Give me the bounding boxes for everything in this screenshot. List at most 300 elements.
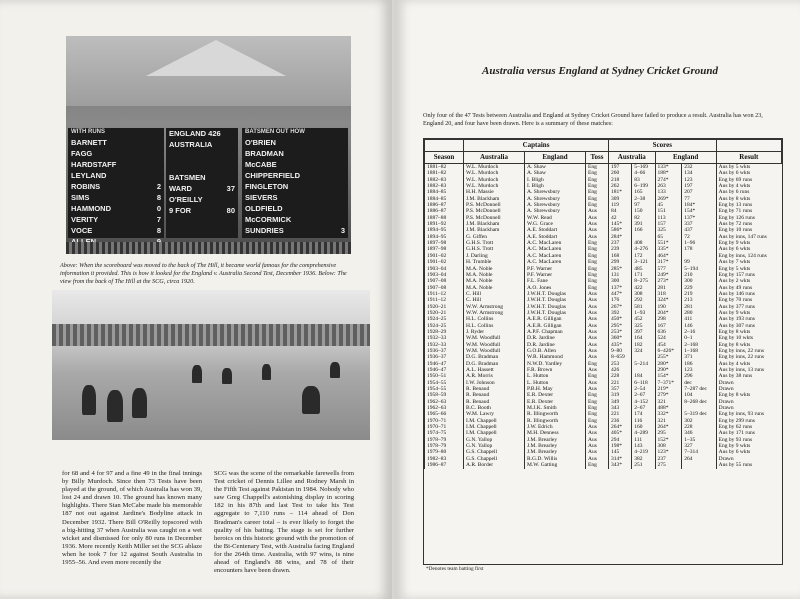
england-captain-cell: N.W.D. Yardley xyxy=(525,361,586,367)
season-cell: 1982–83 xyxy=(425,456,464,462)
scoreboard-batsmen-label xyxy=(166,172,238,183)
england-captain-cell: A.C. MacLaren xyxy=(525,246,586,252)
result-cell: Aus by 38 runs xyxy=(716,373,781,379)
australia-captain-cell: H. Trumble xyxy=(464,259,525,265)
result-cell: Eng by 299 runs xyxy=(716,418,781,424)
scoreboard-right-name: SIEVERS xyxy=(245,193,278,202)
season-cell: 1901–02 xyxy=(425,259,464,265)
scores-header: Scores xyxy=(609,140,717,152)
eng-score-1-cell: 190 xyxy=(655,304,682,310)
scoreboard-middle-panel xyxy=(166,128,238,238)
toss-cell: Aus xyxy=(586,437,609,443)
eng-score-2-cell: 280 xyxy=(682,310,716,316)
aus-score-2-cell: 3–121 xyxy=(632,259,655,265)
scoreboard-right-row xyxy=(242,170,348,181)
england-captain-cell: W.G. Grace xyxy=(525,221,586,227)
season-cell: 1932–33 xyxy=(425,335,464,341)
toss-cell: Eng xyxy=(586,361,609,367)
eng-score-1-cell: 263 xyxy=(655,183,682,189)
aus-score-1-cell: 176 xyxy=(609,297,632,303)
eng-score-1-cell: 321 xyxy=(655,399,682,405)
scoreboard-left-row xyxy=(68,225,164,236)
eng-score-2-cell: 123 xyxy=(682,367,716,373)
aus-score-1-cell: 198* xyxy=(609,443,632,449)
result-cell: Aus by 4 wkts xyxy=(716,361,781,367)
england-captain-cell: J.W.H.T. Douglas xyxy=(525,304,586,310)
aus-score-2-cell: 174 xyxy=(632,411,655,417)
toss-cell: Aus xyxy=(586,234,609,240)
australia-captain-cell: G.N. Yallop xyxy=(464,437,525,443)
result-cell: Aus by 4 wkts xyxy=(716,183,781,189)
scoreboard-batsman-2-name: O'REILLY xyxy=(169,195,203,204)
england-captain-cell: J.M. Brearley xyxy=(525,443,586,449)
eng-score-2-cell xyxy=(682,462,716,468)
england-captain-cell: A.E.R. Gilligan xyxy=(525,323,586,329)
eng-score-2-cell: 281 xyxy=(682,304,716,310)
scoreboard-right-name: CHIPPERFIELD xyxy=(245,171,301,180)
aus-score-2-cell: 150 xyxy=(632,208,655,214)
eng-score-1-cell: 636 xyxy=(655,329,682,335)
season-cell: 1911–12 xyxy=(425,297,464,303)
eng-score-2-cell: 1–35 xyxy=(682,437,716,443)
scoreboard-left-header: WITH RUNS xyxy=(71,129,105,135)
toss-cell: Aus xyxy=(586,291,609,297)
spectator-figure xyxy=(82,385,96,415)
england-captain-cell: M.J.K. Smith xyxy=(525,405,586,411)
result-cell: Eng by 8 wkts xyxy=(716,392,781,398)
australia-captain-cell: W.L. Murdoch xyxy=(464,183,525,189)
scoreboard-left-row xyxy=(68,159,164,170)
eng-score-2-cell: 104 xyxy=(682,392,716,398)
result-cell: Eng by 157 runs xyxy=(716,272,781,278)
scoreboard-right-row xyxy=(242,225,348,236)
aus-score-2-cell: 1–93 xyxy=(632,310,655,316)
result-cell: Eng by inns, 124 runs xyxy=(716,253,781,259)
aus-score-1-cell: 300 xyxy=(609,278,632,284)
aus-score-1-cell: 260 xyxy=(609,170,632,176)
result-cell: Aus by inns, 147 runs xyxy=(716,234,781,240)
season-cell: 1920–21 xyxy=(425,304,464,310)
spectator-figure xyxy=(132,388,147,418)
scoreboard-right-row xyxy=(242,148,348,159)
australia-captain-cell: H.L. Collins xyxy=(464,323,525,329)
toss-cell: Eng xyxy=(586,462,609,468)
season-cell: 1886–87 xyxy=(425,208,464,214)
aus-score-1-cell: 405* xyxy=(609,430,632,436)
season-cell: 1882–83 xyxy=(425,177,464,183)
eng-score-1-cell: 123* xyxy=(655,449,682,455)
eng-score-2-cell: 7–287 dec xyxy=(682,386,716,392)
australia-captain-cell: R. Benaud xyxy=(464,392,525,398)
australia-captain-cell: G.H.S. Trott xyxy=(464,246,525,252)
scoreboard-right-row xyxy=(242,181,348,192)
eng-score-2-cell: 228 xyxy=(682,424,716,430)
australia-captain-cell: M.A. Noble xyxy=(464,272,525,278)
eng-score-2-cell: 197 xyxy=(682,183,716,189)
australia-captain-cell: W.L. Murdoch xyxy=(464,170,525,176)
australia-captain-cell: W.W. Armstrong xyxy=(464,310,525,316)
eng-score-2-cell: 229 xyxy=(682,285,716,291)
season-cell: 1897–98 xyxy=(425,246,464,252)
aus-score-2-cell: 4–152 xyxy=(632,399,655,405)
scoreboard-team-text: AUSTRALIA xyxy=(169,140,213,149)
aus-score-1-cell: 267* xyxy=(609,304,632,310)
scoreboard-left-row xyxy=(68,148,164,159)
season-cell: 1970–71 xyxy=(425,418,464,424)
right-page xyxy=(394,0,800,599)
toss-cell: Aus xyxy=(586,367,609,373)
england-captain-cell: J.W.H.T. Douglas xyxy=(525,297,586,303)
result-cell: Aus by inns, 13 runs xyxy=(716,367,781,373)
australia-captain-cell: W.M. Woodfull xyxy=(464,348,525,354)
australia-captain-cell: W.L. Murdoch xyxy=(464,177,525,183)
results-table xyxy=(424,139,782,469)
toss-cell: Aus xyxy=(586,386,609,392)
table-row xyxy=(425,462,782,468)
season-header: Season xyxy=(425,152,464,164)
season-cell: 1924–25 xyxy=(425,316,464,322)
eng-score-1-cell: 152* xyxy=(655,437,682,443)
toss-cell: Eng xyxy=(586,278,609,284)
england-captain-cell: A. Shrewsbury xyxy=(525,208,586,214)
eng-score-1-cell: 488* xyxy=(655,405,682,411)
eng-score-1-cell: 551* xyxy=(655,240,682,246)
eng-score-2-cell: 207 xyxy=(682,189,716,195)
toss-cell: Eng xyxy=(586,411,609,417)
eng-score-2-cell: 411 xyxy=(682,316,716,322)
season-cell: 1946–47 xyxy=(425,361,464,367)
aus-score-2-cell: 485 xyxy=(632,266,655,272)
eng-score-2-cell: 264 xyxy=(682,456,716,462)
eng-score-2-cell: 337 xyxy=(682,221,716,227)
result-cell: Drawn xyxy=(716,456,781,462)
eng-score-1-cell: 317* xyxy=(655,259,682,265)
aus-score-1-cell: 360* xyxy=(609,335,632,341)
spectator-figure xyxy=(262,364,271,380)
england-captain-cell: L. Hutton xyxy=(525,380,586,386)
england-captain-cell: R.G.D. Willis xyxy=(525,456,586,462)
aus-score-1-cell: 426 xyxy=(609,367,632,373)
eng-score-1-cell: 290* xyxy=(655,367,682,373)
aus-score-2-cell: 581 xyxy=(632,304,655,310)
scoreboard-right-row xyxy=(242,137,348,148)
aus-score-1-cell: 8–659 xyxy=(609,354,632,360)
season-cell: 1954–55 xyxy=(425,380,464,386)
eng-score-2-cell: 134 xyxy=(682,170,716,176)
scoreboard-total xyxy=(166,128,238,139)
england-captain-cell: A. Shrewsbury xyxy=(525,196,586,202)
scoreboard-right-name: OLDFIELD xyxy=(245,204,283,213)
australia-captain-cell: P.S. McDonnell xyxy=(464,215,525,221)
eng-score-2-cell: 99 xyxy=(682,259,716,265)
eng-score-1-cell: 133* xyxy=(655,164,682,171)
australia-captain-cell: H.H. Massie xyxy=(464,189,525,195)
scoreboard-right-name: SUNDRIES xyxy=(245,226,284,235)
scoreboard-left-name: ROBINS xyxy=(71,182,101,191)
aus-score-2-cell: 4–276 xyxy=(632,246,655,252)
result-cell: Eng by 9 wkts xyxy=(716,443,781,449)
eng-score-1-cell: 295 xyxy=(655,430,682,436)
scoreboard-left-name: VOCE xyxy=(71,226,93,235)
australia-captain-cell: G.S. Chappell xyxy=(464,456,525,462)
toss-cell: Aus xyxy=(586,227,609,233)
eng-score-1-cell: 275 xyxy=(655,462,682,468)
aus-score-2-cell: 143 xyxy=(632,443,655,449)
result-cell: Aus by 7 wkts xyxy=(716,259,781,265)
season-cell: 1903–04 xyxy=(425,266,464,272)
australia-captain-cell: W.M. Lawry xyxy=(464,411,525,417)
result-cell: Drawn xyxy=(716,399,781,405)
aus-score-2-cell: 83 xyxy=(632,177,655,183)
aus-score-1-cell: 285* xyxy=(609,266,632,272)
aus-score-2-cell: 325 xyxy=(632,323,655,329)
toss-cell: Eng xyxy=(586,246,609,252)
aus-score-2-cell: 382 xyxy=(632,456,655,462)
result-cell: Drawn xyxy=(716,386,781,392)
england-captain-cell: E.R. Dexter xyxy=(525,392,586,398)
eng-score-2-cell: 296 xyxy=(682,373,716,379)
aus-score-2-cell: 2–67 xyxy=(632,392,655,398)
eng-score-2-cell: 77 xyxy=(682,196,716,202)
toss-cell: Eng xyxy=(586,373,609,379)
australia-captain-cell: I.M. Chappell xyxy=(464,430,525,436)
season-cell: 1979–80 xyxy=(425,449,464,455)
eng-score-1-cell: 324* xyxy=(655,297,682,303)
england-captain-cell: J.W. Edrich xyxy=(525,424,586,430)
australia-captain-header: Australia xyxy=(464,152,525,164)
england-captain-cell: J.M. Brearley xyxy=(525,437,586,443)
result-cell: Aus by 9 wkts xyxy=(716,310,781,316)
aus-score-1-cell: 253 xyxy=(609,361,632,367)
hill-photo xyxy=(52,290,370,440)
season-cell: 1946–47 xyxy=(425,367,464,373)
australia-captain-cell: H.L. Collins xyxy=(464,316,525,322)
aus-score-1-cell: 119 xyxy=(609,202,632,208)
england-captain-cell: L. Hutton xyxy=(525,373,586,379)
scoreboard-left-name: FAGG xyxy=(71,149,93,158)
result-cell: Eng by 70 runs xyxy=(716,297,781,303)
season-cell: 1928–29 xyxy=(425,329,464,335)
eng-score-1-cell: 335* xyxy=(655,246,682,252)
scoreboard-total-text: ENGLAND 426 xyxy=(169,129,221,138)
england-captain-cell: A.E. Stoddart xyxy=(525,227,586,233)
eng-score-2-cell: 371 xyxy=(682,354,716,360)
australia-captain-cell: M.A. Noble xyxy=(464,285,525,291)
body-text-column-2: SCG was the scene of the remarkable farewells from Test cricket of Dennis Lillee and Rodney Marsh in the Fifth Test against Pakistan in 1984. Nobody who saw Greg Chappell's astonishing display in scoring 182 in his 87th and last Test to take his Test aggregate to 7,110 runs – 114 ahead of Don Bradman's career total – is ever likely to forget the quality of his batting. The stage is set for further heroics on this historic ground with the promotion of the Bi-Centenary Test, with Australia facing England for the 264th time. Australia, with 97 wins, is nine ahead of England's 88 wins, and 78 of their encounters have been drawn. xyxy=(214,470,354,575)
result-cell: Eng by 10 wkts xyxy=(716,335,781,341)
result-cell: Eng by 62 runs xyxy=(716,424,781,430)
season-cell: 1887–88 xyxy=(425,215,464,221)
toss-cell: Eng xyxy=(586,418,609,424)
eng-score-1-cell: 204* xyxy=(655,310,682,316)
scoreboard-left-name: LEYLAND xyxy=(71,171,107,180)
aus-score-1-cell: 586* xyxy=(609,227,632,233)
eng-score-1-cell: 249* xyxy=(655,272,682,278)
australia-captain-cell: A.R. Morris xyxy=(464,373,525,379)
scoreboard-wickets xyxy=(166,205,238,216)
england-captain-cell: W.W. Read xyxy=(525,215,586,221)
toss-cell: Aus xyxy=(586,323,609,329)
aus-score-2-cell: 82 xyxy=(632,215,655,221)
season-cell: 1884–85 xyxy=(425,196,464,202)
toss-cell: Aus xyxy=(586,215,609,221)
spectator-figure xyxy=(302,386,320,414)
season-cell: 1907–08 xyxy=(425,285,464,291)
scoreboard-right-value: 3 xyxy=(340,226,345,235)
result-cell: Aus by 5 wkts xyxy=(716,164,781,171)
eng-score-2-cell: 1–96 xyxy=(682,240,716,246)
eng-score-2-cell: 302 xyxy=(682,418,716,424)
aus-score-2-cell: 164 xyxy=(632,335,655,341)
australia-captain-cell: W.M. Woodfull xyxy=(464,342,525,348)
season-cell: 1974–75 xyxy=(425,430,464,436)
toss-cell: Eng xyxy=(586,285,609,291)
toss-cell: Eng xyxy=(586,164,609,171)
toss-cell: Aus xyxy=(586,316,609,322)
scoreboard-team xyxy=(166,139,238,150)
aus-score-2-cell: 397 xyxy=(632,329,655,335)
toss-cell: Aus xyxy=(586,208,609,214)
eng-score-2-cell: 219 xyxy=(682,291,716,297)
season-cell: 1962–63 xyxy=(425,399,464,405)
australia-captain-cell: A.L. Hassett xyxy=(464,367,525,373)
scoreboard-gable xyxy=(146,40,286,76)
scoreboard-left-value: 7 xyxy=(156,215,161,224)
toss-cell: Eng xyxy=(586,399,609,405)
england-captain-cell: I. Bligh xyxy=(525,177,586,183)
australia-captain-cell: J.M. Blackham xyxy=(464,227,525,233)
aus-score-2-cell: 452 xyxy=(632,316,655,322)
season-cell: 1884–85 xyxy=(425,189,464,195)
aus-score-2-cell: 324 xyxy=(632,348,655,354)
england-captain-cell: R. Illingworth xyxy=(525,411,586,417)
blank-header xyxy=(716,140,781,152)
england-captain-cell: M.H. Denness xyxy=(525,430,586,436)
england-captain-cell: A.C. MacLaren xyxy=(525,253,586,259)
eng-score-2-cell: 0–1 xyxy=(682,335,716,341)
aus-score-2-cell: 292 xyxy=(632,297,655,303)
aus-score-2-cell: 116 xyxy=(632,418,655,424)
aus-score-2-cell: 182 xyxy=(632,342,655,348)
australia-captain-cell: W.W. Armstrong xyxy=(464,304,525,310)
england-captain-cell: J.W.H.T. Douglas xyxy=(525,310,586,316)
aus-score-1-cell: 42 xyxy=(609,215,632,221)
eng-score-1-cell: 281 xyxy=(655,285,682,291)
england-captain-cell: A. Shrewsbury xyxy=(525,202,586,208)
season-cell: 1897–98 xyxy=(425,240,464,246)
eng-score-2-cell: 346 xyxy=(682,430,716,436)
scoreboard-roof xyxy=(66,36,351,106)
australia-captain-cell: G. Giffen xyxy=(464,234,525,240)
england-captain-cell: W.R. Hammond xyxy=(525,354,586,360)
result-cell: Aus by 6 wkts xyxy=(716,449,781,455)
result-cell: Eng by inns, 22 runs xyxy=(716,348,781,354)
season-cell: 1924–25 xyxy=(425,323,464,329)
aus-score-1-cell: 299 xyxy=(609,259,632,265)
toss-cell: Eng xyxy=(586,177,609,183)
toss-cell: Aus xyxy=(586,348,609,354)
eng-score-2-cell: 1–168 xyxy=(682,348,716,354)
toss-cell: Aus xyxy=(586,456,609,462)
aus-score-2-cell: 251 xyxy=(632,462,655,468)
england-captain-cell: F.R. Brown xyxy=(525,367,586,373)
season-cell: 1882–83 xyxy=(425,183,464,189)
australia-captain-cell: G.N. Yallop xyxy=(464,443,525,449)
eng-score-1-cell: 157 xyxy=(655,221,682,227)
toss-cell: Aus xyxy=(586,424,609,430)
eng-score-1-cell: 151 xyxy=(655,208,682,214)
result-cell: Eng by 8 wkts xyxy=(716,329,781,335)
toss-cell: Aus xyxy=(586,221,609,227)
scoreboard-batsman-1 xyxy=(166,183,238,194)
toss-cell: Aus xyxy=(586,354,609,360)
eng-score-1-cell: 154* xyxy=(655,373,682,379)
aus-score-1-cell: 314* xyxy=(609,456,632,462)
toss-cell: Aus xyxy=(586,443,609,449)
england-captain-cell: P.F. Warner xyxy=(525,266,586,272)
aus-score-2-cell: 6–199 xyxy=(632,183,655,189)
result-cell: Aus by 2 wkts xyxy=(716,278,781,284)
england-captain-cell: M.W. Gatting xyxy=(525,462,586,468)
england-captain-cell: A.E. Stoddart xyxy=(525,234,586,240)
aus-score-1-cell: 392 xyxy=(609,310,632,316)
aus-score-2-cell: 184 xyxy=(632,373,655,379)
england-captain-cell: A.O. Jones xyxy=(525,285,586,291)
aus-score-1-cell: 137* xyxy=(609,285,632,291)
eng-score-1-cell: 237 xyxy=(655,456,682,462)
aus-score-2-cell: 4–66 xyxy=(632,170,655,176)
england-captain-cell: I. Bligh xyxy=(525,183,586,189)
toss-cell: Eng xyxy=(586,189,609,195)
eng-score-2-cell: 123 xyxy=(682,177,716,183)
aus-score-2-cell: 6–118 xyxy=(632,380,655,386)
season-cell: 1881–82 xyxy=(425,170,464,176)
result-cell: Aus by 193 runs xyxy=(716,316,781,322)
aus-score-2-cell: 408 xyxy=(632,240,655,246)
result-cell: Eng by 8 wkts xyxy=(716,342,781,348)
season-cell: 1903–04 xyxy=(425,272,464,278)
eng-score-2-cell: 327 xyxy=(682,443,716,449)
aus-score-1-cell: 295* xyxy=(609,323,632,329)
toss-cell: Aus xyxy=(586,342,609,348)
toss-cell: Aus xyxy=(586,449,609,455)
aus-score-2-cell: 171 xyxy=(632,272,655,278)
toss-cell: Eng xyxy=(586,196,609,202)
toss-cell: Eng xyxy=(586,240,609,246)
aus-score-2-cell: 5–169 xyxy=(632,164,655,171)
scoreboard-runs: 80 xyxy=(226,206,235,215)
toss-cell: Aus xyxy=(586,380,609,386)
eng-score-2-cell: 232 xyxy=(682,164,716,171)
scoreboard-right-name: O'BRIEN xyxy=(245,138,276,147)
aus-score-1-cell: 218 xyxy=(609,177,632,183)
england-captain-cell: J.M. Brearley xyxy=(525,449,586,455)
results-table-frame xyxy=(423,138,783,565)
scoreboard-right-name: McCABE xyxy=(245,160,277,169)
season-cell: 1962–63 xyxy=(425,405,464,411)
aus-score-2-cell: 4–289 xyxy=(632,430,655,436)
toss-cell: Aus xyxy=(586,304,609,310)
england-captain-cell: D.R. Jardine xyxy=(525,342,586,348)
aus-score-2-cell: 308 xyxy=(632,291,655,297)
season-cell: 1978–79 xyxy=(425,443,464,449)
aus-score-1-cell: 197 xyxy=(609,164,632,171)
eng-score-2-cell: 300 xyxy=(682,278,716,284)
eng-score-1-cell: 279* xyxy=(655,392,682,398)
intro-text: Only four of the 47 Tests between Australia and England at Sydney Cricket Ground have failed to produce a result. Australia has won 23, England 20, and four have been drawn. Here is a summary of these matches: xyxy=(423,112,763,127)
toss-cell: Eng xyxy=(586,259,609,265)
scoreboard-right-name: McCORMICK xyxy=(245,215,292,224)
